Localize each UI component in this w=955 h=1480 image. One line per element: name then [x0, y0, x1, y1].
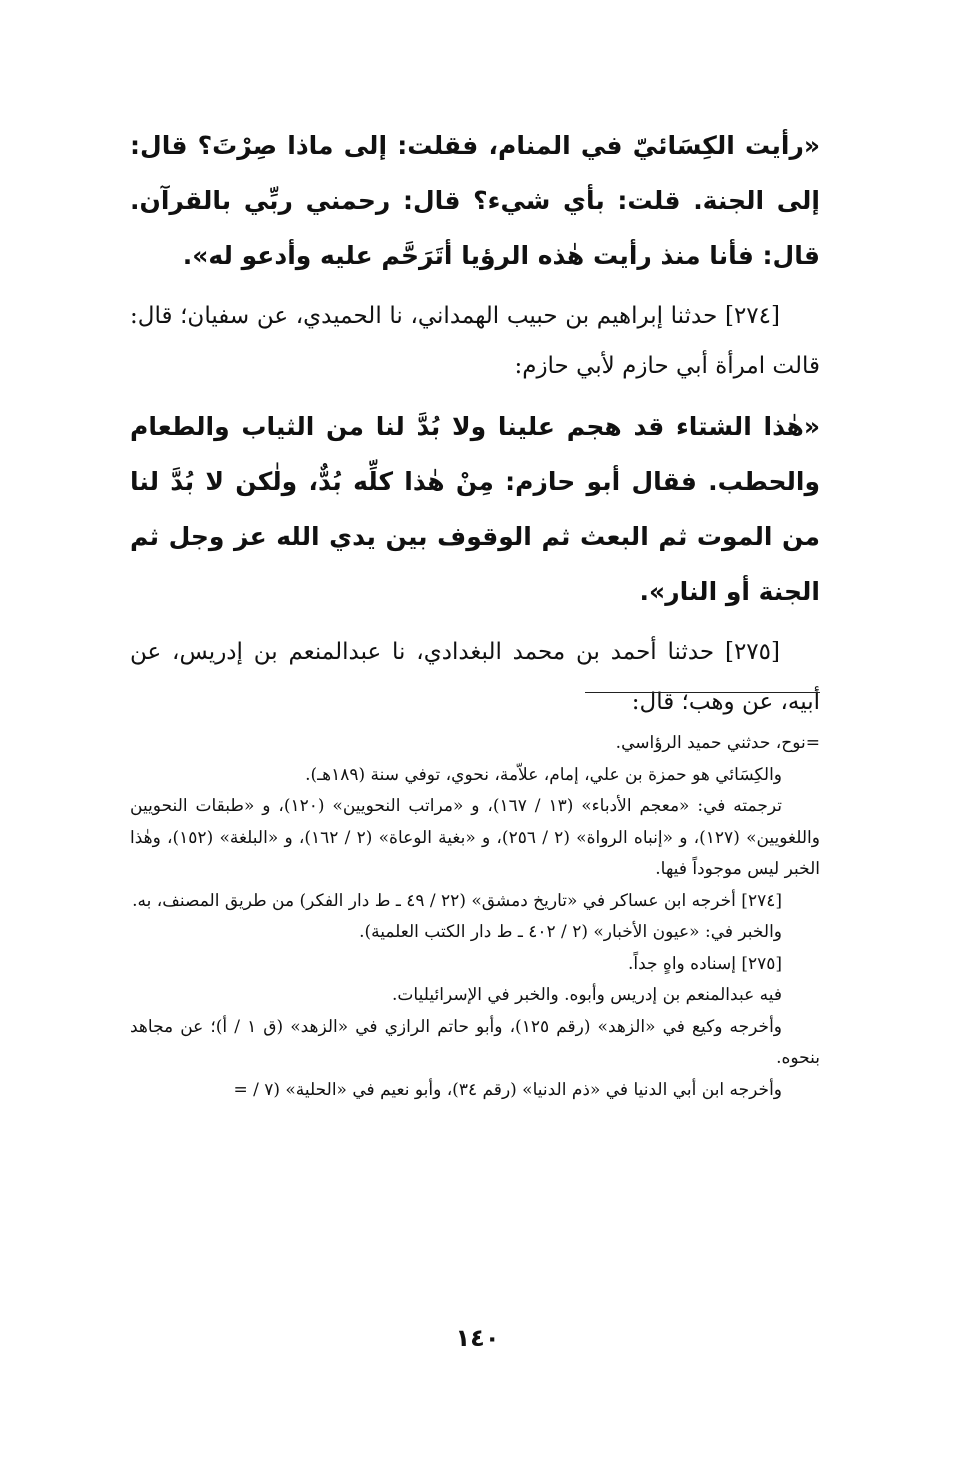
- quote-paragraph-abu-hazim: «هٰذا الشتاء قد هجم علينا ولا بُدَّ لنا من الثياب والطعام والحطب. فقال أبو حازم: مِنْ هٰذا كلِّه بُدٌّ، ولٰكن لا بُدَّ لنا من الموت ثم البعث ثم الوقوف بين يدي الله عز وجل ثم الجنة أو النار».: [130, 412, 820, 606]
- footnote-line: والكِسَائي هو حمزة بن علي، إمام، علاّمة، نحوي، توفي سنة (١٨٩هـ).: [305, 764, 782, 785]
- footnote-line: وأخرجه وكيع في «الزهد» (رقم ١٢٥)، وأبو حاتم الرازي في «الزهد» (ق ١ / أ)؛ عن مجاهد بنحوه.: [130, 1016, 820, 1068]
- main-text: [130, 118, 820, 735]
- footnote-line: والخبر في: «عيون الأخبار» (٢ / ٤٠٢ ـ ط دار الكتب العلمية).: [359, 922, 782, 942]
- footnote-line: وأخرجه ابن أبي الدنيا في «ذم الدنيا» (رقم ٣٤)، وأبو نعيم في «الحلية» (٧ / =: [233, 1079, 782, 1100]
- footnote-line: ترجمته في: «معجم الأدباء» (١٣ / ١٦٧)، و «مراتب النحويين» (١٢٠)، و «طبقات النحويين واللغويين» (١٢٧)، و «إنباه الرواة» (٢ / ٢٥٦)، و «بغية الوعاة» (٢ / ١٦٢)، و «البلغة» (١٥٢)، وهٰذا الخبر ليس موجوداً فيها.: [130, 796, 820, 879]
- footnote-line: [٢٧٥] إسناده واهٍ جداً.: [627, 953, 782, 974]
- page-number: ١٤٠: [455, 1324, 500, 1352]
- footnote-line: =نوح، حدثني حميد الرؤاسي.: [615, 733, 820, 753]
- footnote-line: فيه عبدالمنعم بن إدريس وأبوه. والخبر في الإسرائيليات.: [392, 985, 782, 1005]
- quote-paragraph-kisai: «رأيت الكِسَائيّ في المنام، فقلت: إلى ماذا صِرْتَ؟ قال: إلى الجنة. قلت: بأي شيء؟ قال: رحمني ربِّي بالقرآن. قال: فأنا منذ رأيت هٰذه الرؤيا أتَرَحَّم عليه وأدعو له».: [130, 131, 820, 270]
- footnote-divider: [585, 692, 820, 693]
- footnotes: [130, 728, 820, 1106]
- isnad-paragraph-274: [٢٧٤] حدثنا إبراهيم بن حبيب الهمداني، نا الحميدي، عن سفيان؛ قال: قالت امرأة أبي حازم لأبي حازم:: [130, 303, 820, 379]
- isnad-paragraph-275: [٢٧٥] حدثنا أحمد بن محمد البغدادي، نا عبدالمنعم بن إدريس، عن أبيه، عن وهب؛ قال:: [130, 639, 820, 715]
- footnote-line: [٢٧٤] أخرجه ابن عساكر في «تاريخ دمشق» (٢٢ / ٤٩ ـ ط دار الفكر) من طريق المصنف، به.: [132, 890, 782, 911]
